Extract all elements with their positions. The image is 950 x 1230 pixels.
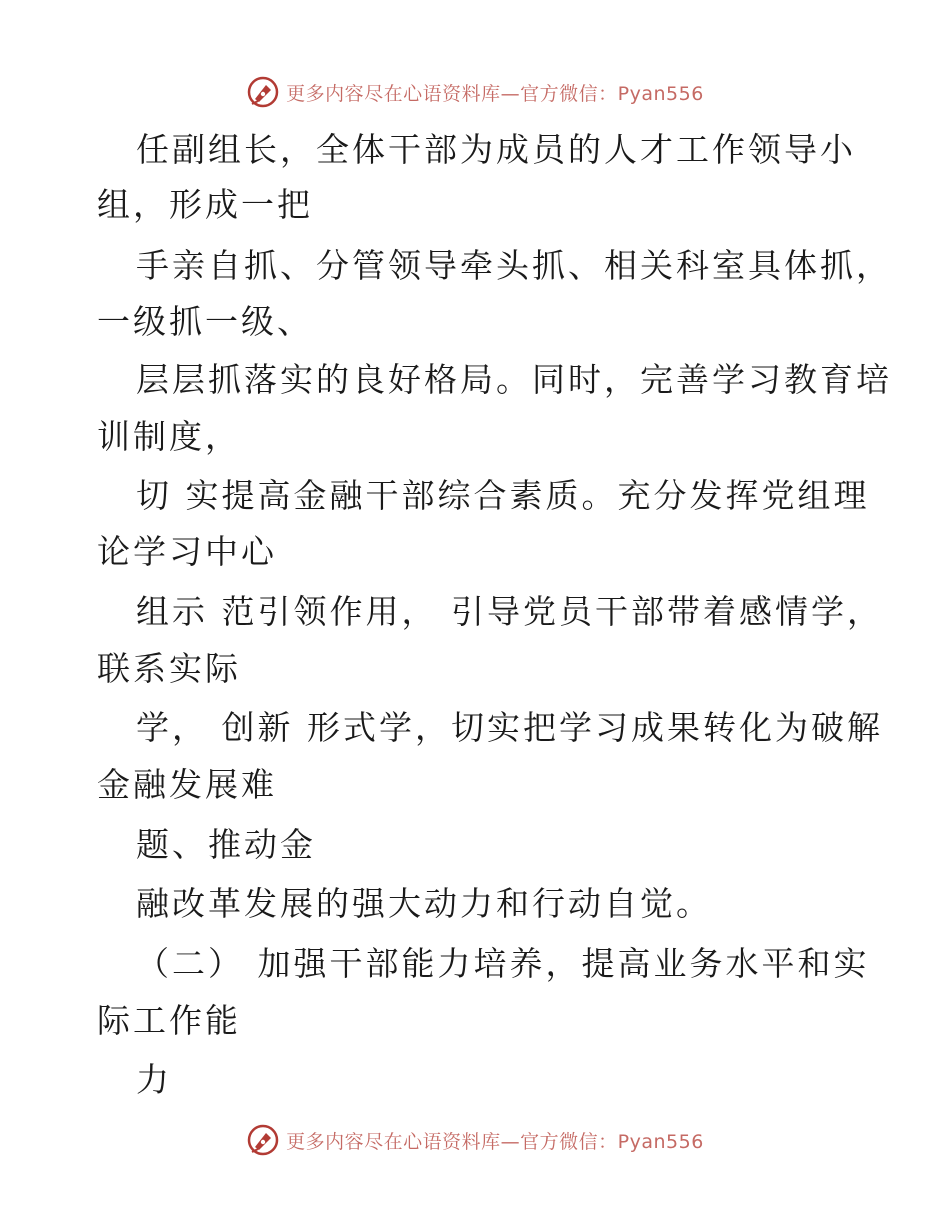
body-line: 训制度， [97, 417, 241, 456]
body-line: （二） 加强干部能力培养，提高业务水平和实 [136, 944, 870, 983]
header-banner-text: 更多内容尽在心语资料库—官方微信：Pyan556 [286, 82, 704, 105]
body-line: 一级抓一级、 [97, 302, 313, 341]
body-line: 组示 范引领作用， 引导党员干部带着感情学， [136, 592, 883, 631]
body-line: 金融发展难 [97, 765, 277, 804]
pen-logo-icon [246, 1123, 280, 1157]
body-line: 学， 创新 形式学，切实把学习成果转化为破解 [136, 708, 883, 747]
footer-banner-text: 更多内容尽在心语资料库—官方微信：Pyan556 [286, 1130, 704, 1153]
body-line: 论学习中心 [97, 532, 277, 571]
body-line: 题、推动金 [136, 825, 316, 864]
body-line: 任副组长，全体干部为成员的人才工作领导小 [136, 130, 856, 169]
body-line: 组，形成一把 [97, 185, 313, 224]
body-line: 联系实际 [97, 649, 241, 688]
pen-logo-icon [246, 75, 280, 109]
body-line: 手亲自抓、分管领导牵头抓、相关科室具体抓， [136, 246, 892, 285]
body-line: 际工作能 [97, 1001, 241, 1040]
body-line: 融改革发展的强大动力和行动自觉。 [136, 884, 712, 923]
footer-banner [0, 1120, 950, 1160]
header-banner [0, 72, 950, 112]
body-line: 层层抓落实的良好格局。同时，完善学习教育培 [136, 360, 892, 399]
body-line: 力 [136, 1060, 172, 1099]
body-line: 切 实提高金融干部综合素质。充分发挥党组理 [136, 476, 870, 515]
